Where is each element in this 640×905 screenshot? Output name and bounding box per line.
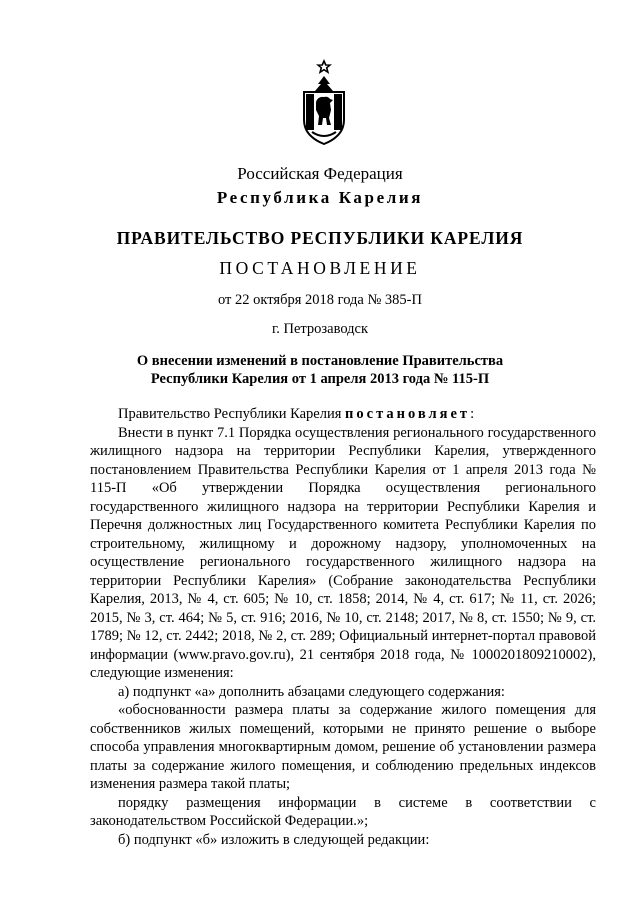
republic-name: Республика Карелия — [216, 188, 424, 207]
document-type: ПОСТАНОВЛЕНИЕ — [219, 258, 421, 278]
preamble-colon: : — [470, 406, 475, 422]
subject-line-2: Республики Карелия от 1 апреля 2013 года № 115-П — [150, 371, 490, 387]
body-paragraph-3: «обоснованности размера платы за содержание жилого помещения для собственников жилых помещений, которыми не принято решение о выборе способа управления многоквартирным домом, решение об установлении размера платы за содержание жилого помещения, и соблюдению предельных индексов изменения размера такой платы; — [90, 702, 596, 792]
document-date-number: от 22 октября 2018 года № 385-П — [218, 292, 422, 308]
subject-line-1: О внесении изменений в постановление Правительства — [136, 353, 504, 369]
body-paragraph-1: Внести в пункт 7.1 Порядка осуществления регионального государственного жилищного надзора на территории Республики Карелия, утвержденного постановлением Правительства Республики Карелия от 1 апреля 2013 года № 115-П «Об утверждении Порядка осуществления регионального государственного жилищного надзора на территории Республики Карелия и Перечня должностных лиц Государственного комитета Республики Карелия по строительному, жилищному и дорожному надзору, уполномоченных на осуществление регионального государственного жилищного надзора на территории Республики Карелия» (Собрание законодательства Республики Карелия, 2013, № 4, ст. 605; № 10, ст. 1858; 2014, № 4, ст. 617; № 11, ст. 2026; 2015, № 3, ст. 464; № 5, ст. 916; 2016, № 10, ст. 2148; 2017, № 8, ст. 1550; № 9, ст. 1789; № 12, ст. 2442; 2018, № 2, ст. 289; Официальный интернет-портал правовой информации (www.pravo.gov.ru), 21 сентября 2018 года, № 1000201809210002), следующие изменения: — [90, 424, 596, 681]
document-subject — [0, 352, 640, 388]
document-body — [90, 405, 596, 849]
country-name: Российская Федерация — [237, 164, 403, 183]
preamble-text: Правительство Республики Карелия — [118, 406, 346, 422]
body-paragraph-4: порядку размещения информации в системе в соответствии с законодательством Российской Федерации.»; — [90, 794, 596, 829]
body-paragraph-5: б) подпункт «б» изложить в следующей редакции: — [118, 831, 430, 848]
preamble-verb: постановляет — [345, 406, 471, 422]
preamble-paragraph — [90, 405, 596, 424]
government-title: ПРАВИТЕЛЬСТВО РЕСПУБЛИКИ КАРЕЛИЯ — [116, 228, 524, 248]
document-city: г. Петрозаводск — [271, 321, 369, 337]
coat-of-arms-emblem — [296, 58, 352, 146]
body-paragraph-2: а) подпункт «а» дополнить абзацами следующего содержания: — [118, 683, 505, 700]
